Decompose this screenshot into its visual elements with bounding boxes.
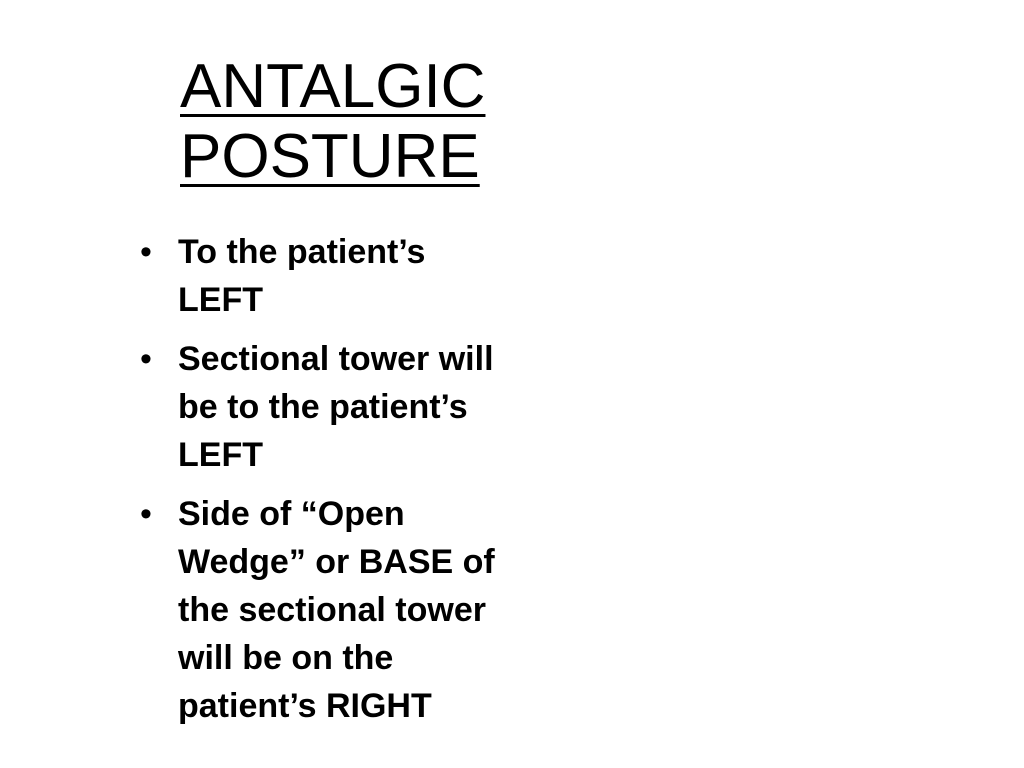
- bullet-dot-icon: •: [140, 495, 152, 533]
- bullet-text-line: will be on the: [178, 639, 394, 677]
- bullet-item: [140, 335, 560, 479]
- bullet-text-line: Wedge” or BASE of: [178, 543, 495, 581]
- bullet-list: [140, 228, 560, 741]
- bullet-item: [140, 228, 560, 324]
- bullet-text-line: To the patient’s: [178, 233, 426, 271]
- bullet-text-line: patient’s RIGHT: [178, 687, 432, 725]
- bullet-item: [140, 490, 560, 730]
- bullet-text-line: the sectional tower: [178, 591, 486, 629]
- bullet-text-line: Side of “Open: [178, 495, 405, 533]
- bullet-text-line: be to the patient’s: [178, 388, 468, 426]
- bullet-dot-icon: •: [140, 233, 152, 271]
- bullet-text-line: Sectional tower will: [178, 340, 494, 378]
- title-line: ANTALGIC: [180, 52, 486, 121]
- slide-title: [180, 52, 520, 192]
- title-line: POSTURE: [180, 122, 480, 191]
- bullet-dot-icon: •: [140, 340, 152, 378]
- bullet-text-line: LEFT: [178, 436, 263, 474]
- bullet-text-line: LEFT: [178, 281, 263, 319]
